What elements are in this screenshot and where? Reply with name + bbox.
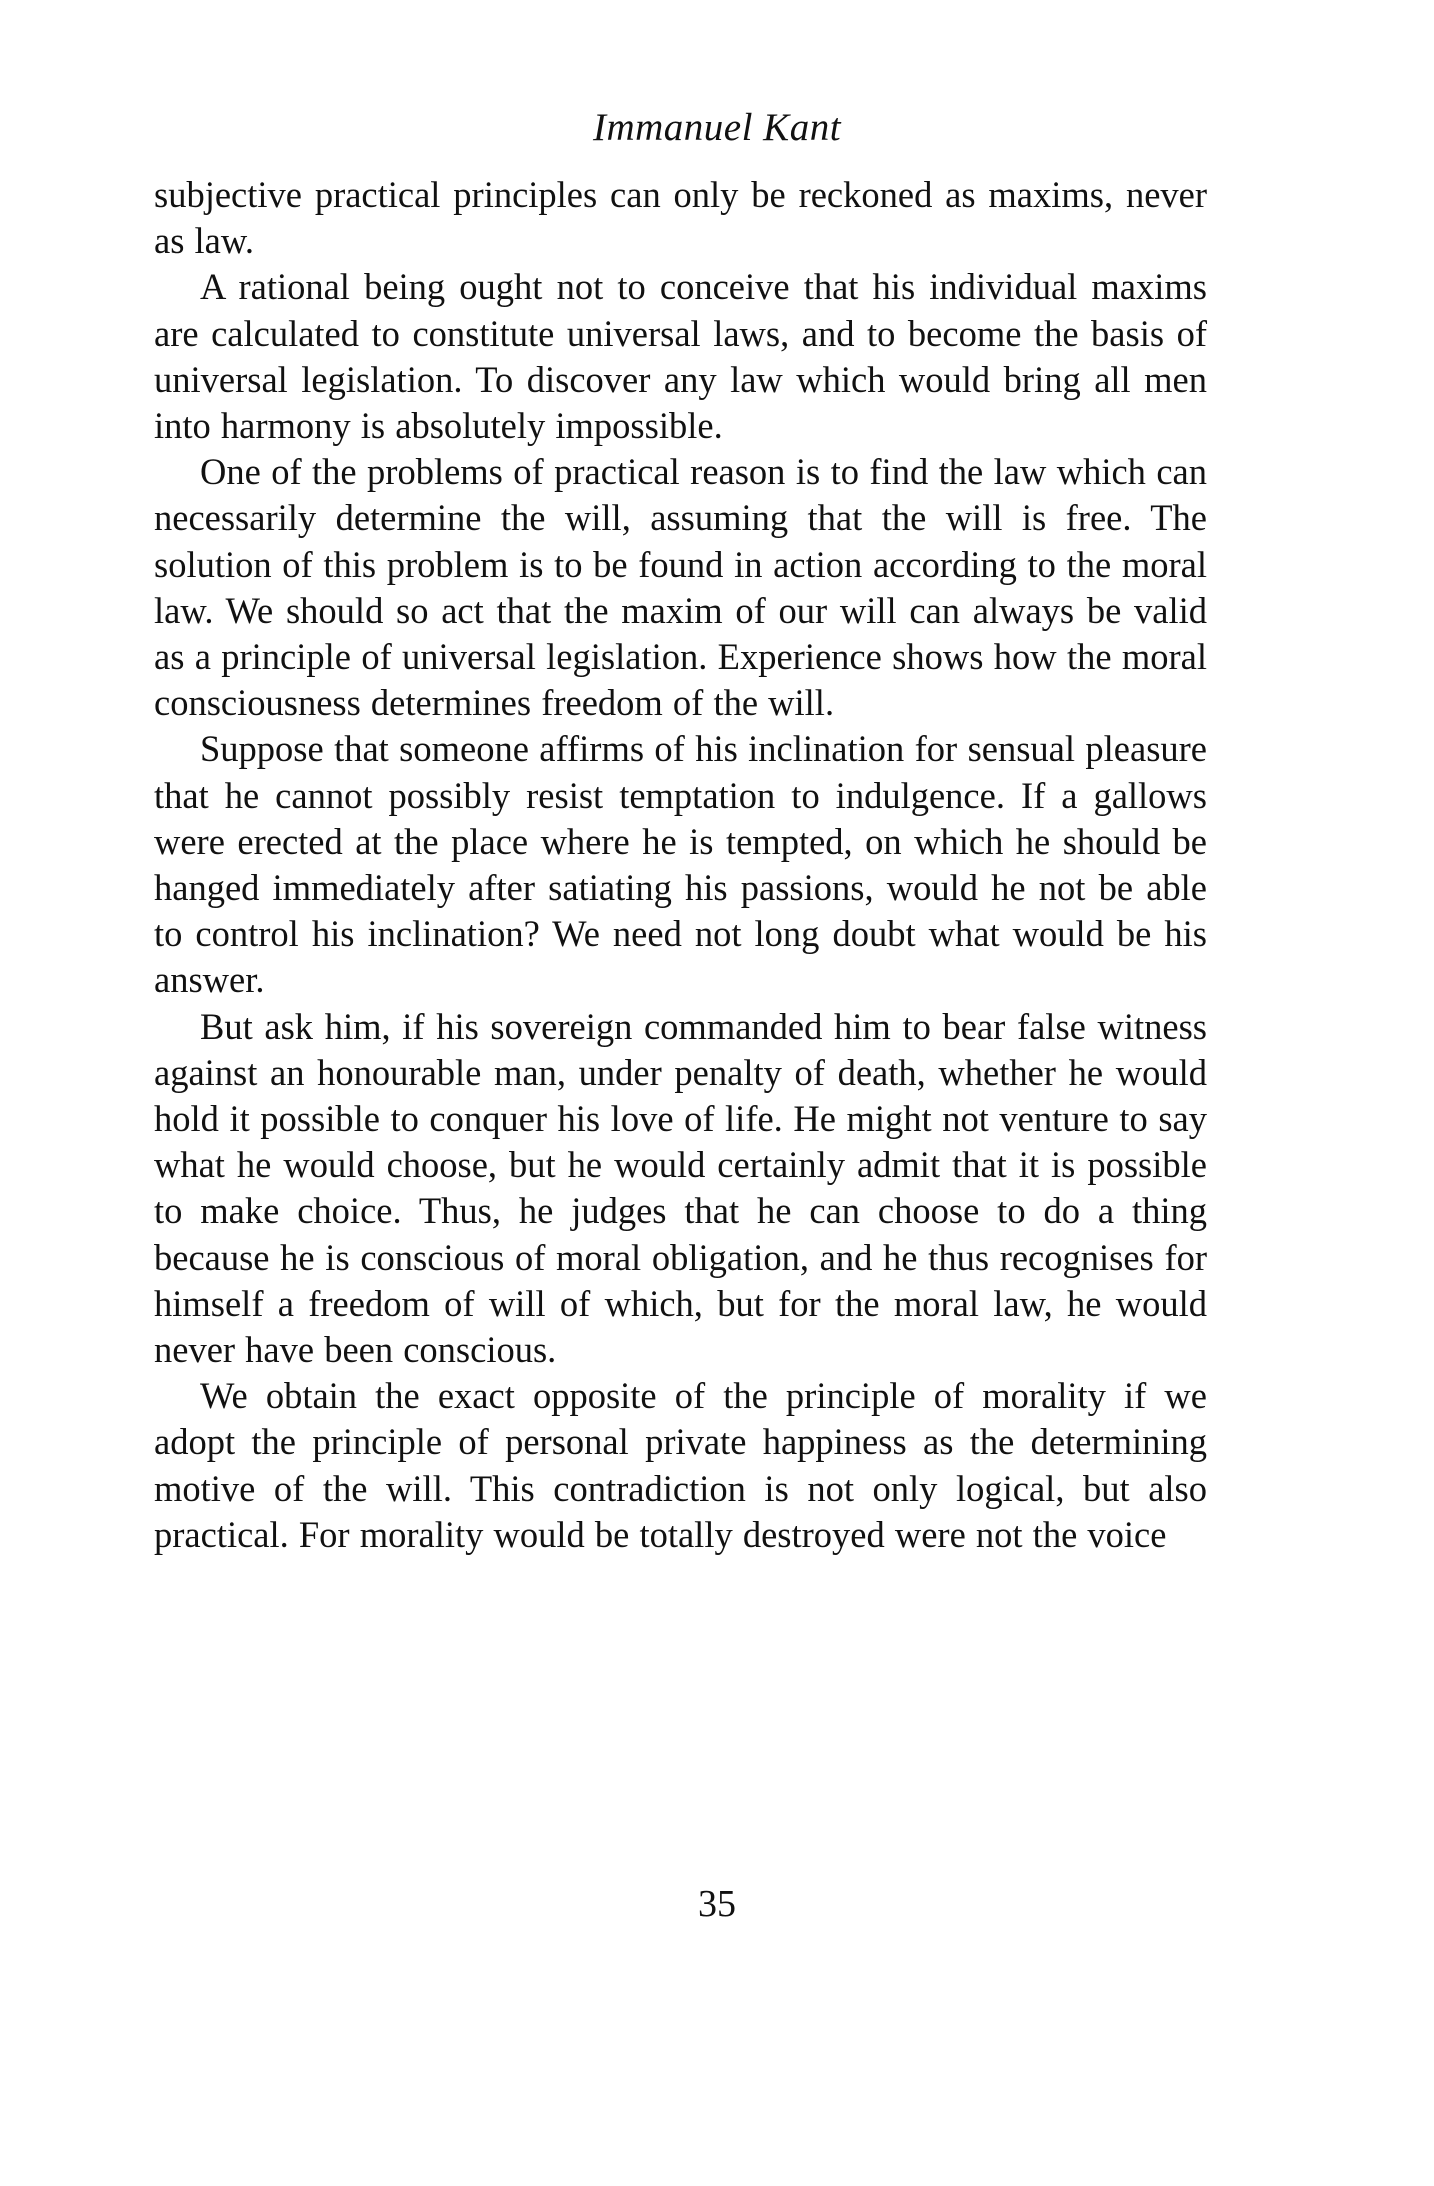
paragraph: One of the problems of practical reason is to find the law which can necessarily determine the will, assuming that the will is free. The solution of this problem is to be found in action according to the moral law. We should so act that the maxim of our will can always be valid as a principle of universal legislation. Experience shows how the moral consciousness determines freedom of the will. bbox=[154, 451, 1207, 724]
paragraph: But ask him, if his sovereign commanded him to bear false witness against an honourable man, under penalty of death, whether he would hold it possible to conquer his love of life. He might not venture to say what he would choose, but he would certainly admit that it is possible to make choice. Thus, he judges that he can choose to do a thing because he is conscious of moral obligation, and he thus recognises for himself a freedom of will of which, but for the moral law, he would never have been conscious. bbox=[154, 1005, 1207, 1371]
paragraph: Suppose that someone affirms of his inclination for sensual pleasure that he cannot possibly resist temptation to indulgence. If a gallows were erected at the place where he is tempted, on which he should be hanged immediately after satiating his passions, would he not be able to control his inclination? We need not long doubt what would be his answer. bbox=[154, 728, 1207, 1001]
running-head-title: Immanuel Kant bbox=[592, 106, 842, 149]
paragraph: A rational being ought not to conceive that his individual maxims are calculated to constitute universal laws, and to become the basis of universal legislation. To discover any law which would bring all men into harmony is absolutely impossible. bbox=[154, 266, 1207, 447]
paragraph: We obtain the exact opposite of the principle of morality if we adopt the principle of personal private happiness as the determining motive of the will. This contradiction is not only logical, but also practical. For morality would be totally destroyed were not the voice bbox=[154, 1375, 1207, 1555]
paragraph-continuation: subjective practical principles can only be reckoned as maxims, never as law. bbox=[154, 174, 1207, 262]
page-number: 35 bbox=[698, 1883, 736, 1925]
body-text bbox=[154, 172, 1207, 1558]
